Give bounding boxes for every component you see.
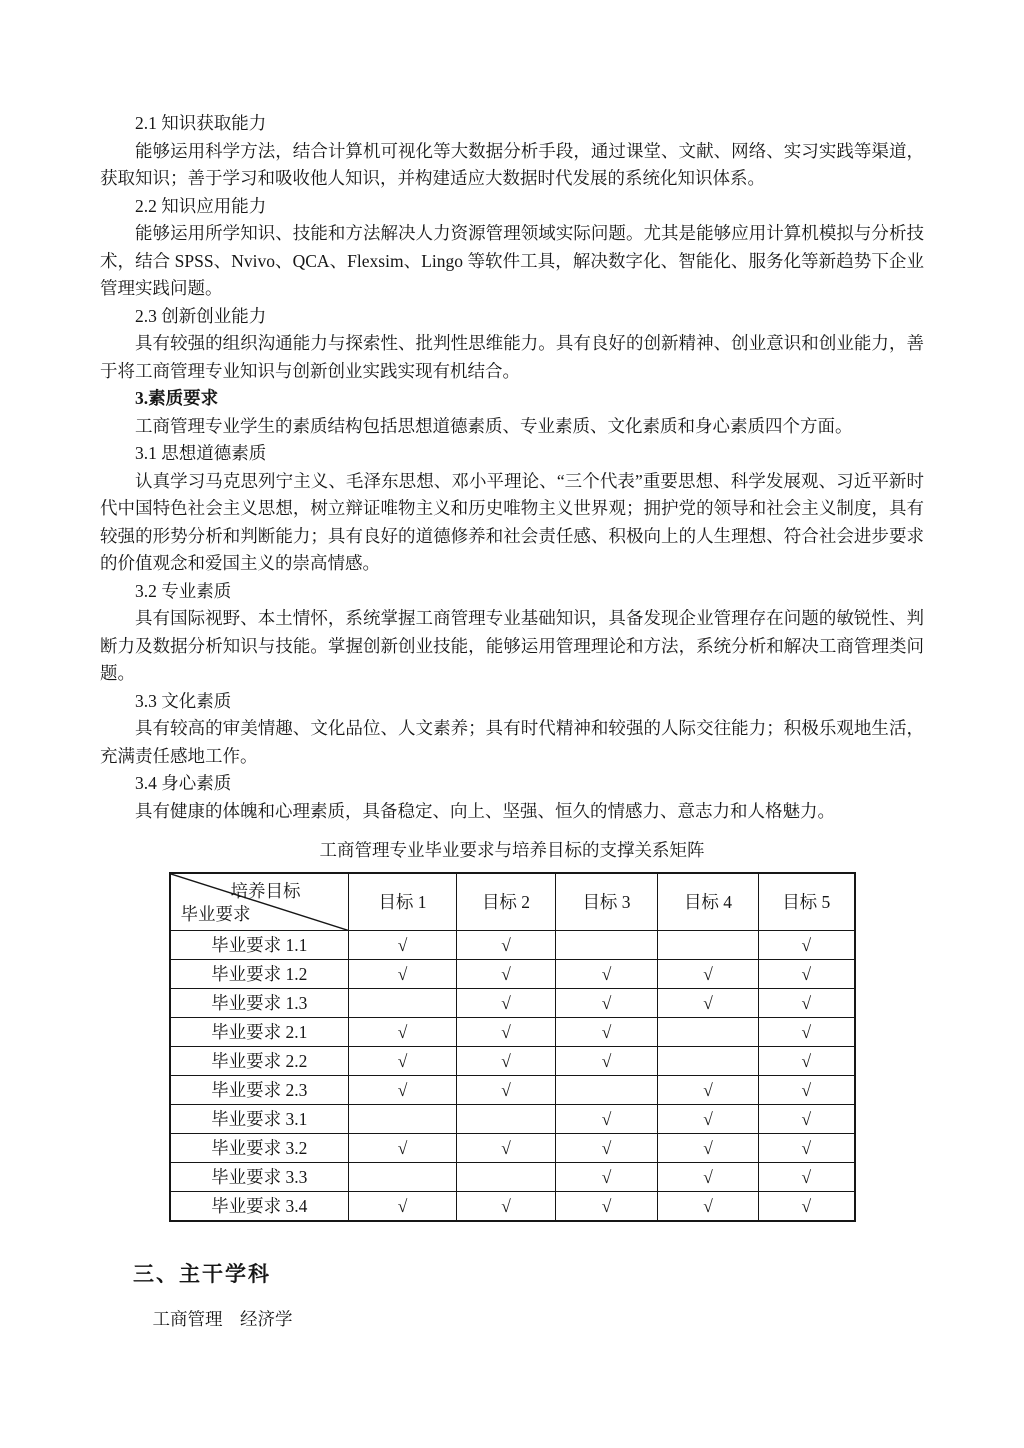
mark-cell: √: [349, 1018, 457, 1047]
mark-cell: √: [556, 1192, 658, 1222]
table-row: [170, 960, 855, 989]
requirement-label: 毕业要求 2.1: [170, 1018, 349, 1047]
mark-cell: √: [759, 1163, 855, 1192]
column-header-goal-4: 目标 4: [658, 873, 759, 931]
matrix-corner-cell: [170, 873, 349, 931]
paragraph-3-4: 具有健康的体魄和心理素质，具备稳定、向上、坚强、恒久的情感力、意志力和人格魅力。: [135, 800, 835, 821]
mark-cell: √: [759, 1192, 855, 1222]
mark-cell: √: [658, 960, 759, 989]
mark-cell: √: [556, 1105, 658, 1134]
mark-cell: √: [759, 1134, 855, 1163]
mark-cell: √: [349, 960, 457, 989]
mark-cell: √: [556, 1018, 658, 1047]
paragraph-3-1: 认真学习马克思列宁主义、毛泽东思想、邓小平理论、“三个代表”重要思想、科学发展观、习近平新时代中国特色社会主义思想，树立辩证唯物主义和历史唯物主义世界观；拥护党的领导和社会主义制度，具有较强的形势分析和判断能力；具有良好的道德修养和社会责任感、积极向上的人生理想、符合社会进步要求的价值观念和爱国主义的崇高情感。: [100, 470, 924, 573]
requirement-label: 毕业要求 3.3: [170, 1163, 349, 1192]
mark-cell: √: [349, 1076, 457, 1105]
paragraph-3: 工商管理专业学生的素质结构包括思想道德素质、专业素质、文化素质和身心素质四个方面。: [135, 415, 853, 436]
table-row: [170, 1047, 855, 1076]
mark-cell: [457, 1105, 556, 1134]
requirement-label: 毕业要求 3.4: [170, 1192, 349, 1222]
mark-cell: √: [556, 960, 658, 989]
paragraph-2-2: 能够运用所学知识、技能和方法解决人力资源管理领域实际问题。尤其是能够应用计算机模拟与分析技术，结合 SPSS、Nvivo、QCA、Flexsim、Lingo 等软件工具，解决数字化、智能化、服务化等新趋势下企业管理实践问题。: [100, 223, 924, 298]
mark-cell: √: [759, 1105, 855, 1134]
mark-cell: √: [658, 989, 759, 1018]
requirement-label: 毕业要求 3.1: [170, 1105, 349, 1134]
mark-cell: √: [658, 1076, 759, 1105]
support-matrix-table: [169, 872, 856, 1223]
mark-cell: √: [457, 960, 556, 989]
mark-cell: √: [759, 989, 855, 1018]
table-row: [170, 989, 855, 1018]
paragraph-2-1: 能够运用科学方法，结合计算机可视化等大数据分析手段，通过课堂、文献、网络、实习实践等渠道，获取知识；善于学习和吸收他人知识，并构建适应大数据时代发展的系统化知识体系。: [100, 140, 924, 188]
mark-cell: [658, 1047, 759, 1076]
mark-cell: √: [658, 1105, 759, 1134]
mark-cell: [457, 1163, 556, 1192]
requirement-label: 毕业要求 1.1: [170, 931, 349, 960]
mark-cell: √: [457, 1134, 556, 1163]
mark-cell: √: [556, 1047, 658, 1076]
requirement-label: 毕业要求 1.3: [170, 989, 349, 1018]
column-header-goal-3: 目标 3: [556, 873, 658, 931]
mark-cell: [658, 1018, 759, 1047]
heading-2-2: 2.2 知识应用能力: [135, 195, 267, 216]
mark-cell: √: [457, 931, 556, 960]
matrix-table-title: 工商管理专业毕业要求与培养目标的支撑关系矩阵: [319, 840, 705, 860]
requirement-label: 毕业要求 1.2: [170, 960, 349, 989]
document-content: [100, 110, 924, 1334]
column-header-goal-1: 目标 1: [349, 873, 457, 931]
main-disciplines-text: 工商管理 经济学: [152, 1309, 293, 1329]
heading-3: 3.素质要求: [135, 388, 219, 408]
requirement-label: 毕业要求 2.3: [170, 1076, 349, 1105]
mark-cell: √: [457, 1076, 556, 1105]
table-row: [170, 1163, 855, 1192]
paragraph-3-2: 具有国际视野、本土情怀，系统掌握工商管理专业基础知识，具备发现企业管理存在问题的敏锐性、判断力及数据分析知识与技能。掌握创新创业技能，能够运用管理理论和方法，系统分析和解决工商管理类问题。: [100, 608, 924, 683]
section-heading-main-disciplines: 三、主干学科: [133, 1263, 271, 1286]
corner-label-requirements: 毕业要求: [180, 904, 251, 924]
mark-cell: √: [349, 1192, 457, 1222]
mark-cell: [349, 989, 457, 1018]
mark-cell: √: [759, 1076, 855, 1105]
mark-cell: √: [457, 1018, 556, 1047]
mark-cell: [349, 1105, 457, 1134]
column-header-goal-2: 目标 2: [457, 873, 556, 931]
heading-3-2: 3.2 专业素质: [135, 580, 232, 601]
mark-cell: √: [658, 1163, 759, 1192]
mark-cell: √: [658, 1134, 759, 1163]
mark-cell: √: [349, 931, 457, 960]
table-row: [170, 1076, 855, 1105]
requirement-label: 毕业要求 3.2: [170, 1134, 349, 1163]
heading-3-1: 3.1 思想道德素质: [135, 443, 267, 463]
mark-cell: √: [759, 1018, 855, 1047]
mark-cell: √: [349, 1134, 457, 1163]
corner-label-goals: 培养目标: [230, 880, 301, 901]
heading-3-3: 3.3 文化素质: [135, 690, 232, 711]
mark-cell: √: [658, 1192, 759, 1222]
mark-cell: [556, 1076, 658, 1105]
heading-2-3: 2.3 创新创业能力: [135, 305, 267, 326]
heading-2-1: 2.1 知识获取能力: [135, 113, 267, 133]
mark-cell: √: [556, 1134, 658, 1163]
paragraph-3-3: 具有较高的审美情趣、文化品位、人文素养；具有时代精神和较强的人际交往能力；积极乐观地生活，充满责任感地工作。: [100, 718, 924, 766]
matrix-header-row: [170, 873, 855, 931]
mark-cell: √: [457, 1047, 556, 1076]
mark-cell: [556, 931, 658, 960]
table-row: [170, 931, 855, 960]
mark-cell: [349, 1163, 457, 1192]
table-row: [170, 1134, 855, 1163]
table-row: [170, 1105, 855, 1134]
column-header-goal-5: 目标 5: [759, 873, 855, 931]
mark-cell: [658, 931, 759, 960]
mark-cell: √: [759, 960, 855, 989]
table-row: [170, 1018, 855, 1047]
requirement-label: 毕业要求 2.2: [170, 1047, 349, 1076]
heading-3-4: 3.4 身心素质: [135, 773, 232, 793]
table-row: [170, 1192, 855, 1222]
mark-cell: √: [457, 1192, 556, 1222]
mark-cell: √: [556, 989, 658, 1018]
mark-cell: √: [759, 1047, 855, 1076]
mark-cell: √: [556, 1163, 658, 1192]
mark-cell: √: [759, 931, 855, 960]
paragraph-2-3: 具有较强的组织沟通能力与探索性、批判性思维能力。具有良好的创新精神、创业意识和创业能力，善于将工商管理专业知识与创新创业实践实现有机结合。: [100, 333, 924, 381]
mark-cell: √: [349, 1047, 457, 1076]
mark-cell: √: [457, 989, 556, 1018]
